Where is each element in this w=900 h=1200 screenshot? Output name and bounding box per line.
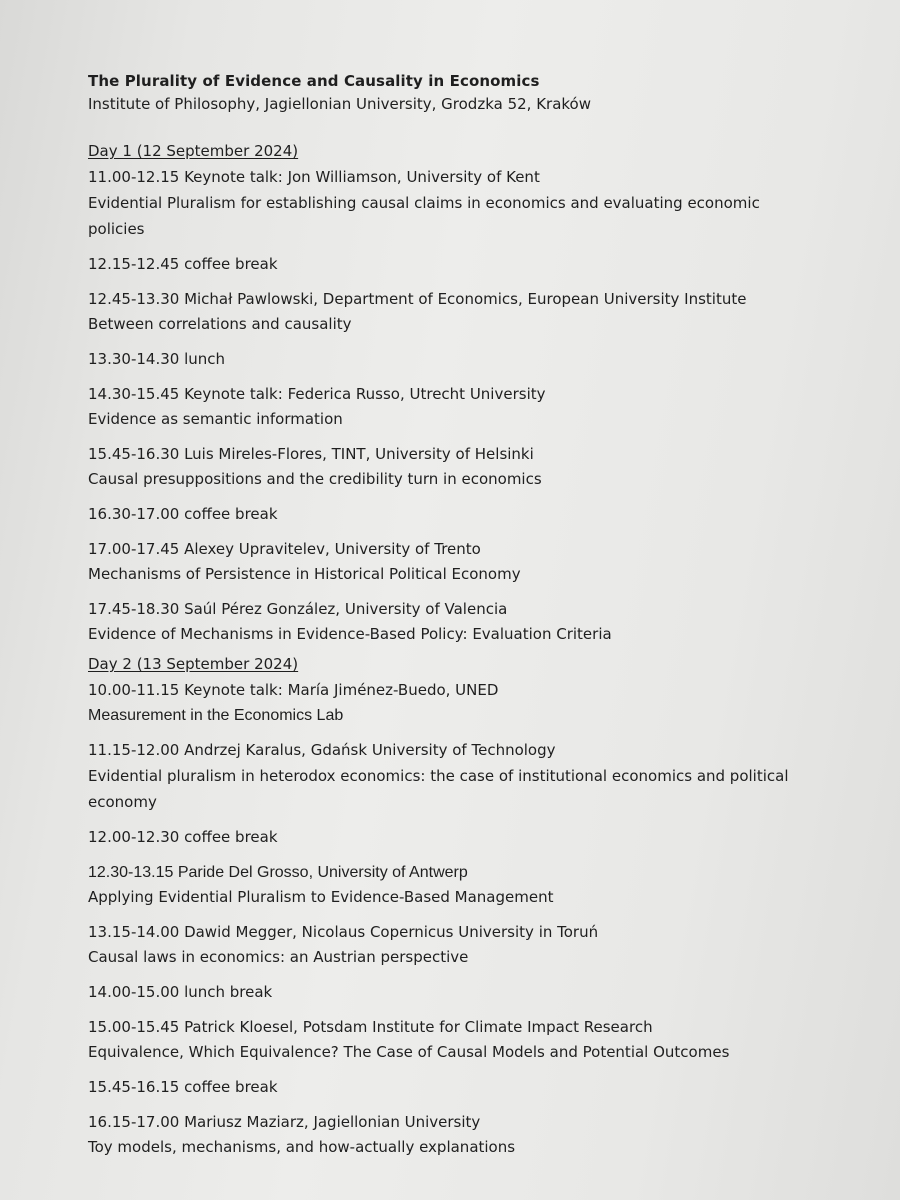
talk-title: Evidence of Mechanisms in Evidence-Based Policy: Evaluation Criteria — [88, 625, 612, 643]
talk-title: Evidential Pluralism for establishing causal claims in economics and evaluating economic policies — [88, 194, 760, 238]
talk-title: Causal presuppositions and the credibility turn in economics — [88, 470, 542, 488]
day-2-heading: Day 2 (13 September 2024) — [88, 655, 299, 673]
entry-time-speaker: 12.00-12.30 coffee break — [88, 828, 278, 846]
entry-time-speaker: 15.00-15.45 Patrick Kloesel, Potsdam Institute for Climate Impact Research — [88, 1018, 653, 1036]
talk-title: Evidential pluralism in heterodox economics: the case of institutional economics and political economy — [88, 767, 789, 811]
talk-title: Applying Evidential Pluralism to Evidence-Based Management — [88, 888, 554, 906]
conference-venue: Institute of Philosophy, Jagiellonian University, Grodzka 52, Kraków — [88, 95, 592, 113]
entry-time-speaker: 17.45-18.30 Saúl Pérez González, University of Valencia — [88, 600, 508, 618]
schedule-entry — [88, 287, 808, 337]
schedule-entry — [88, 597, 808, 647]
entry-time-speaker: 14.00-15.00 lunch break — [88, 983, 273, 1001]
entry-time-speaker: 12.45-13.30 Michał Pawlowski, Department of Economics, European University Institute — [88, 290, 747, 308]
schedule-entry — [88, 825, 808, 850]
entry-time-speaker: 10.00-11.15 Keynote talk: María Jiménez-Buedo, UNED — [88, 681, 499, 699]
entry-time-speaker: 12.15-12.45 coffee break — [88, 255, 278, 273]
schedule-entry — [88, 738, 808, 815]
schedule-entry — [88, 860, 808, 910]
talk-title: Toy models, mechanisms, and how-actually explanations — [88, 1138, 516, 1156]
schedule-entry — [88, 1075, 808, 1100]
talk-title: Between correlations and causality — [88, 315, 352, 333]
schedule-entry — [88, 678, 808, 728]
schedule-entry — [88, 980, 808, 1005]
conference-title: The Plurality of Evidence and Causality in Economics — [88, 72, 540, 90]
entry-time-speaker: 13.30-14.30 lunch — [88, 350, 225, 368]
schedule-entry — [88, 165, 808, 242]
schedule-entry — [88, 1110, 808, 1160]
day-1-section — [88, 141, 808, 647]
entry-time-speaker: 11.00-12.15 Keynote talk: Jon Williamson, University of Kent — [88, 168, 540, 186]
schedule-entry — [88, 442, 808, 492]
talk-title: Causal laws in economics: an Austrian perspective — [88, 948, 469, 966]
day-1-heading: Day 1 (12 September 2024) — [88, 142, 299, 160]
talk-title: Evidence as semantic information — [88, 410, 343, 428]
talk-title: Measurement in the Economics Lab — [88, 707, 344, 724]
entry-time-speaker: 15.45-16.15 coffee break — [88, 1078, 278, 1096]
entry-time-speaker: 16.30-17.00 coffee break — [88, 505, 278, 523]
entry-time-speaker: 13.15-14.00 Dawid Megger, Nicolaus Copernicus University in Toruń — [88, 923, 599, 941]
entry-time-speaker: 17.00-17.45 Alexey Upravitelev, University of Trento — [88, 540, 481, 558]
schedule-entry — [88, 920, 808, 970]
day-2-section — [88, 654, 808, 1160]
schedule-entry — [88, 502, 808, 527]
schedule-entry — [88, 537, 808, 587]
schedule-entry — [88, 347, 808, 372]
schedule-entry — [88, 252, 808, 277]
schedule-entry — [88, 1015, 808, 1065]
entry-time-speaker: 11.15-12.00 Andrzej Karalus, Gdańsk University of Technology — [88, 741, 556, 759]
entry-time-speaker: 14.30-15.45 Keynote talk: Federica Russo, Utrecht University — [88, 385, 546, 403]
schedule-entry — [88, 382, 808, 432]
entry-time-speaker: 15.45-16.30 Luis Mireles-Flores, TINT, University of Helsinki — [88, 445, 534, 463]
entry-time-speaker: 16.15-17.00 Mariusz Maziarz, Jagiellonian University — [88, 1113, 481, 1131]
entry-time-speaker: 12.30-13.15 Paride Del Grosso, University of Antwerp — [88, 864, 468, 881]
talk-title: Mechanisms of Persistence in Historical Political Economy — [88, 565, 521, 583]
talk-title: Equivalence, Which Equivalence? The Case of Causal Models and Potential Outcomes — [88, 1043, 730, 1061]
